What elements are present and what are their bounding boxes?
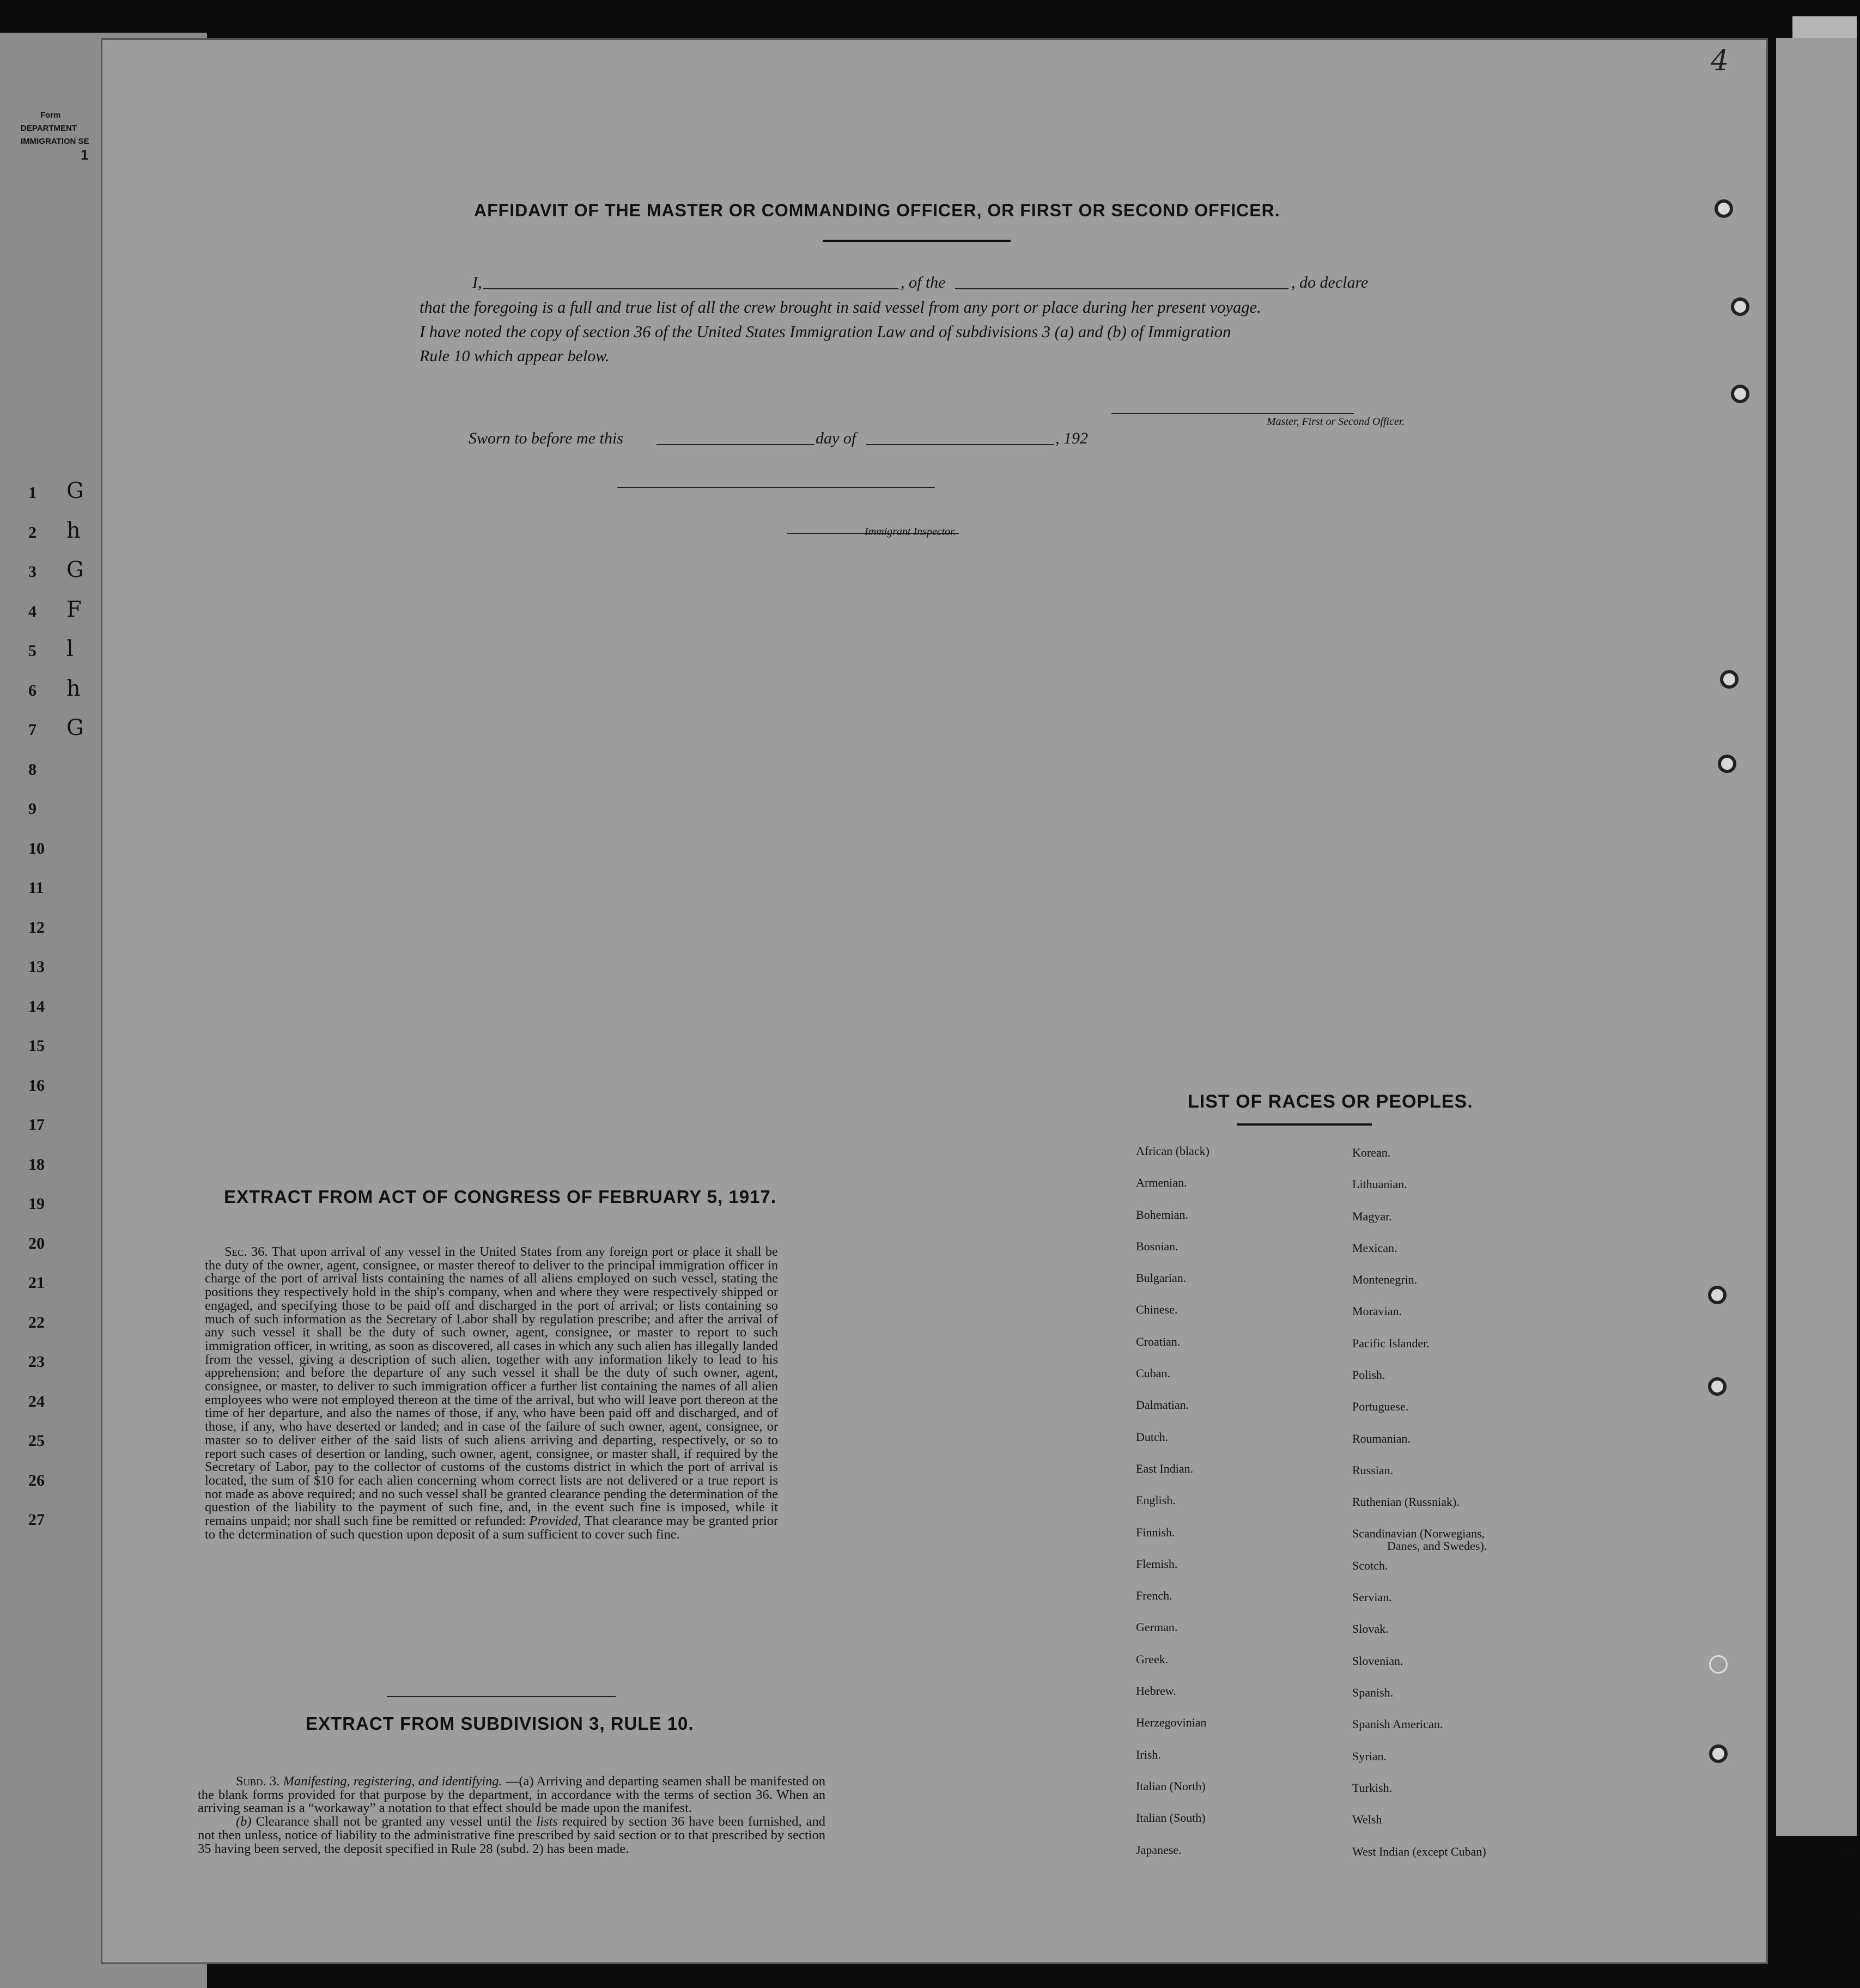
race-item: Lithuanian. (1352, 1177, 1407, 1191)
row-number: 19 (28, 1195, 45, 1213)
punch-hole (1731, 297, 1749, 316)
race-item: Irish. (1136, 1747, 1161, 1761)
handwritten-initial: G (66, 478, 84, 503)
race-item: Spanish. (1352, 1686, 1394, 1700)
race-item-line1: Scandinavian (Norwegians, (1352, 1526, 1485, 1540)
race-item: Welsh (1352, 1813, 1382, 1827)
handwritten-initial: l (66, 636, 74, 661)
row-number: 27 (28, 1511, 45, 1529)
race-item: Dutch. (1136, 1430, 1169, 1444)
officer-signature-line[interactable] (1111, 413, 1354, 414)
races-right-column (1352, 1146, 1487, 1876)
race-item: Portuguese. (1352, 1400, 1409, 1414)
punch-hole (1720, 670, 1739, 689)
act-provided-label: Provided, (529, 1513, 581, 1529)
affidavit-line2: that the foregoing is a full and true list of all the crew brought in said vessel from any port or place during her present voyage. (420, 298, 1261, 317)
race-item: Montenegrin. (1352, 1273, 1418, 1287)
act-extract-text (205, 1245, 778, 1541)
race-item: Bulgarian. (1136, 1271, 1187, 1285)
race-item: Scotch. (1352, 1558, 1388, 1572)
race-item: Croatian. (1136, 1334, 1181, 1348)
rule-para-a (198, 1775, 825, 1815)
race-item: Russian. (1352, 1463, 1394, 1477)
race-item: Flemish. (1136, 1557, 1178, 1571)
race-item: Slovak. (1352, 1622, 1389, 1636)
race-item: Greek. (1136, 1652, 1169, 1666)
corner-mark: 4 (1711, 45, 1729, 77)
race-item: Italian (North) (1136, 1779, 1206, 1793)
race-item: Slovenian. (1352, 1653, 1403, 1668)
form-header-line1: Form (40, 111, 61, 120)
rule-para-b-label: (b) (236, 1814, 252, 1829)
row-number: 25 (28, 1432, 45, 1450)
form-header-line2: DEPARTMENT (21, 124, 77, 133)
handwritten-initial: F (66, 597, 82, 622)
handwritten-initial: G (66, 715, 84, 740)
edge-note: nd (7) (1836, 1908, 1860, 1919)
races-title-rule (1237, 1123, 1372, 1126)
row-number: 12 (28, 918, 45, 937)
race-item: Italian (South) (1136, 1811, 1206, 1825)
punch-hole (1718, 755, 1736, 773)
row-number: 20 (28, 1234, 45, 1253)
race-item: Pacific Islander. (1352, 1336, 1430, 1350)
notary-signature-line[interactable] (617, 487, 935, 488)
row-number: 8 (28, 760, 37, 779)
document-page (101, 38, 1768, 1964)
declarant-name-line[interactable] (483, 288, 898, 289)
race-item: Bohemian. (1136, 1207, 1188, 1221)
race-item: Ruthenian (Russniak). (1352, 1495, 1460, 1509)
races-title: LIST OF RACES OR PEOPLES. (1188, 1091, 1473, 1112)
affidavit-title-rule (823, 240, 1011, 242)
affidavit-line3: I have noted the copy of section 36 of the United States Immigration Law and of subdivisions 3 (a) and (b) of Immigration (420, 323, 1231, 341)
races-left-column (1136, 1144, 1209, 1875)
handwritten-initial: G (66, 557, 84, 582)
sworn-year-label: , 192 (1055, 429, 1088, 447)
race-item: Cuban. (1136, 1366, 1170, 1381)
race-item: Servian. (1352, 1590, 1392, 1604)
race-item: West Indian (except Cuban) (1352, 1844, 1486, 1858)
sworn-label: Sworn to before me this (469, 429, 623, 447)
rule-para-b-text: Clearance shall not be granted any vessel until the (256, 1814, 532, 1829)
punch-hole (1709, 1655, 1728, 1674)
rule-extract-title: EXTRACT FROM SUBDIVISION 3, RULE 10. (306, 1713, 694, 1734)
form-header-line3: IMMIGRATION SE (21, 137, 89, 146)
affidavit-i-label: I, (472, 273, 482, 291)
sworn-month-line[interactable] (866, 444, 1054, 445)
affidavit-declare-label: , do declare (1291, 273, 1369, 291)
row-number: 3 (28, 563, 37, 581)
row-number: 6 (28, 681, 37, 700)
form-header-line4: 1 (81, 147, 89, 163)
race-item: Herzegovinian (1136, 1716, 1207, 1730)
race-item: Turkish. (1352, 1780, 1393, 1795)
rule-para-b (198, 1815, 825, 1856)
row-number: 10 (28, 839, 45, 858)
row-number: 4 (28, 602, 37, 621)
race-item: Hebrew. (1136, 1684, 1176, 1698)
row-number: 23 (28, 1353, 45, 1371)
row-number: 22 (28, 1313, 45, 1332)
race-item: German. (1136, 1620, 1178, 1634)
rule-extract-text (198, 1775, 825, 1856)
underlying-sheet-right (1776, 38, 1857, 1836)
race-item: Spanish American. (1352, 1717, 1443, 1731)
race-item: Magyar. (1352, 1209, 1392, 1223)
form-header (21, 109, 89, 161)
act-extract-divider (387, 1696, 616, 1697)
race-item: Japanese. (1136, 1843, 1182, 1857)
race-item: English. (1136, 1493, 1176, 1507)
row-number: 2 (28, 523, 37, 542)
edge-note: nd (7) (1836, 1847, 1860, 1858)
race-item: African (black) (1136, 1144, 1209, 1158)
handwritten-initial: h (66, 518, 81, 543)
race-item: Dalmatian. (1136, 1398, 1189, 1412)
race-item: French. (1136, 1589, 1172, 1603)
affidavit-title: AFFIDAVIT OF THE MASTER OR COMMANDING OFFICER, OR FIRST OR SECOND OFFICER. (474, 200, 1280, 220)
row-number: 24 (28, 1392, 45, 1411)
rule-para-b-rest: required by section 36 have been furnished, and not then unless, notice of liability to the administrative fine prescribed by said section or to that prescribed by section 35 having been served, the deposit specified in Rule 28 (subd. 2) has been made. (198, 1814, 826, 1856)
row-number: 7 (28, 721, 37, 739)
row-number: 21 (28, 1274, 45, 1292)
race-item: Mexican. (1352, 1241, 1397, 1255)
affidavit-line4: Rule 10 which appear below. (420, 347, 610, 365)
punch-hole (1715, 199, 1733, 218)
sworn-day-label: day of (816, 429, 856, 447)
race-item: Korean. (1352, 1146, 1391, 1159)
row-number: 5 (28, 642, 37, 660)
handwritten-initial: h (66, 676, 81, 701)
race-item: Chinese. (1136, 1303, 1178, 1317)
sworn-day-line[interactable] (657, 444, 814, 445)
punch-hole (1731, 385, 1749, 403)
rule-subd-heading: Manifesting, registering, and identifying. (283, 1774, 502, 1789)
row-number: 15 (28, 1037, 45, 1055)
rule-para-b-lists: lists (536, 1814, 558, 1829)
rule-subd-label: Subd. 3. (236, 1774, 280, 1789)
row-number: 9 (28, 800, 37, 818)
race-item-line2: Danes, and Swedes). (1387, 1539, 1487, 1553)
affidavit-of-the-label: , of the (901, 273, 946, 291)
row-number: 17 (28, 1116, 45, 1134)
race-item: Roumanian. (1352, 1431, 1411, 1445)
race-item: Armenian. (1136, 1176, 1187, 1190)
act-section-label: Sec. 36. (224, 1244, 268, 1259)
row-number: 1 (28, 484, 37, 502)
row-number: 26 (28, 1471, 45, 1490)
act-provided-text: That clearance may be granted prior to the determination of such question upon deposit of a sum sufficient to cover such fine. (205, 1513, 779, 1542)
row-number: 13 (28, 958, 45, 976)
race-item (1352, 1527, 1487, 1559)
punch-hole (1709, 1744, 1728, 1763)
vessel-office-line[interactable] (955, 288, 1288, 289)
row-number: 14 (28, 997, 45, 1016)
rule-para-a-text: —(a) Arriving and departing seamen shall be manifested on the blank forms provided for that purpose by the department, in accordance with the terms of section 36. When an arriving seaman is a “workaway” a notation to that effect should be made upon the manifest. (198, 1774, 826, 1816)
inspector-label: Immigrant Inspector. (865, 526, 956, 538)
race-item: East Indian. (1136, 1461, 1194, 1475)
race-item: Bosnian. (1136, 1239, 1178, 1253)
act-extract-title: EXTRACT FROM ACT OF CONGRESS OF FEBRUARY 5, 1917. (224, 1187, 777, 1207)
act-section-body: That upon arrival of any vessel in the United States from any foreign port or place it shall be the duty of the owner, agent, consignee, or master thereof to deliver to the principal immigration officer in charge of the port of arrival lists containing the names of all aliens employed on such vessel, stating the positions they respectively hold in the ship's company, when and where they were respectively shipped or engaged, and specifying those to be paid off and discharged in the port of arrival; or lists containing so much of such information as the Secretary of Labor shall by regulation prescribe; and after the arrival of any such vessel it shall be the duty of such owner, agent, consignee, or master to report to such immigration officer, in writing, as soon as discovered, all cases in which any such alien has illegally landed from the vessel, giving a description of such alien, together with any information likely to lead to his apprehension; and before the departure of any such vessel it shall be the duty of such owner, agent, consignee, or master, to deliver to such immigration officer a further list containing the names of all alien employees who were not employed thereon at the time of the arrival, but who will leave port thereon at the time of her departure, and also the names of those, if any, who have been paid off and discharged, and of those, if any, who have deserted or landed; and in case of the failure of such owner, agent, consignee, or master so to deliver either of the said lists of such aliens arriving and departing, respectively, or so to report such cases of desertion or landing, such owner, agent, consignee, or master shall, if required by the Secretary of Labor, pay to the collector of customs of the customs district in which the port of arrival is located, the sum of $10 for each alien concerning whom correct lists are not delivered or a true report is not made as above required; and no such vessel shall be granted clearance pending the determination of the question of the liability to the payment of such fine, and, in the event such fine is imposed, while it remains unpaid; nor shall such fine be remitted or refunded: (205, 1244, 778, 1529)
punch-hole (1708, 1377, 1727, 1396)
row-number: 18 (28, 1155, 45, 1174)
officer-label: Master, First or Second Officer. (1267, 416, 1405, 428)
row-number: 11 (28, 879, 44, 897)
race-item: Syrian. (1352, 1749, 1387, 1763)
race-item: Moravian. (1352, 1304, 1402, 1318)
race-item: Polish. (1352, 1368, 1385, 1382)
row-number: 16 (28, 1076, 45, 1095)
race-item: Finnish. (1136, 1525, 1175, 1539)
punch-hole (1708, 1286, 1727, 1304)
